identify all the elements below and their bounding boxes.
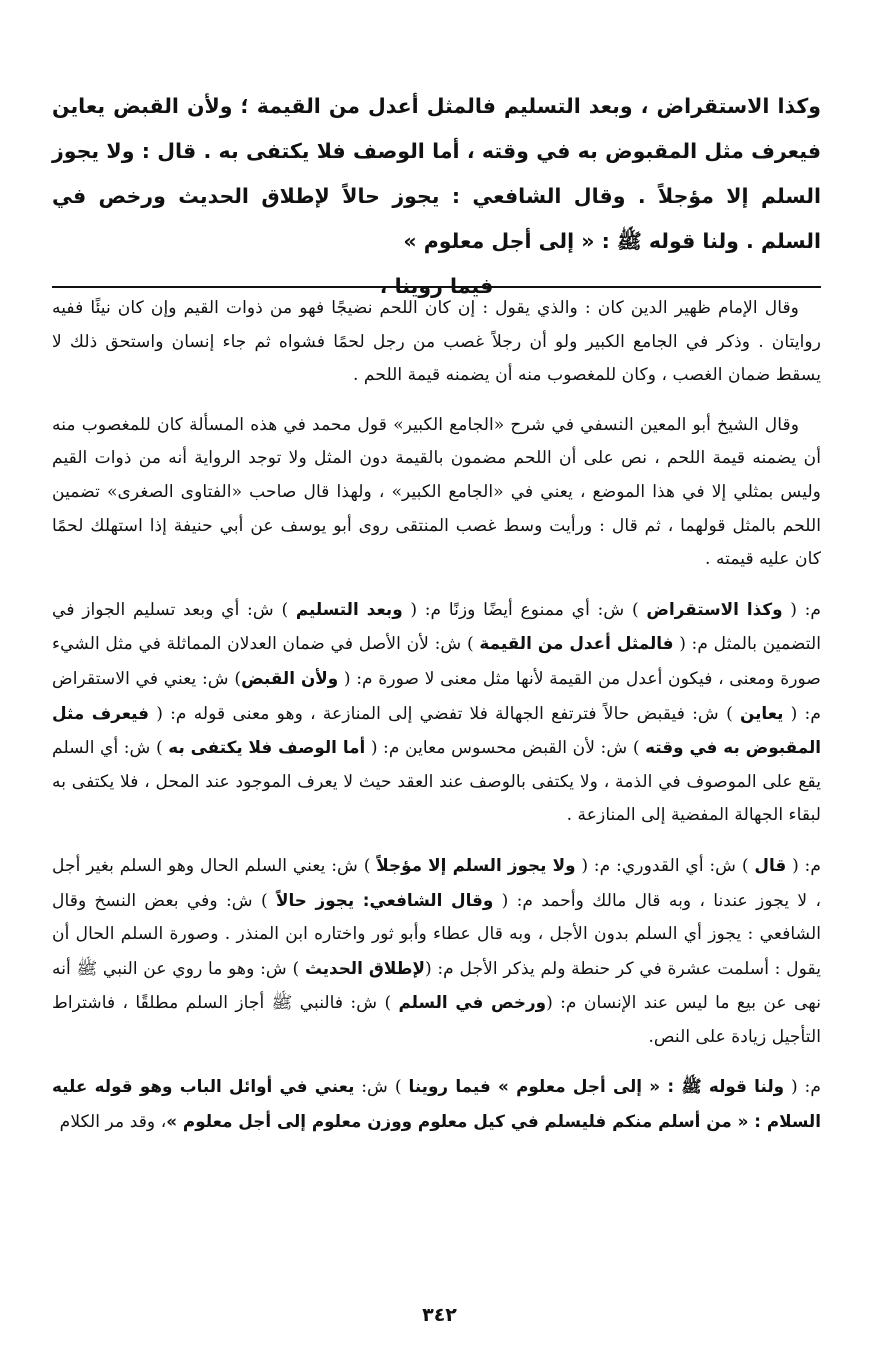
quoted-matn: لإطلاق الحديث [304,957,425,978]
text-segment: ) ش: فيقبض حالاً فترتفع الجهالة فلا تفضي إلى المنازعة ، وهو معنى قوله م: ( [156,703,733,724]
text-segment: م: ( [790,599,822,620]
quoted-matn: ولنا قوله ﷺ : « إلى أجل معلوم » فيما روينا [408,1076,785,1097]
text-segment: ) ش: لأن القبض محسوس معاين م: ( [370,738,640,759]
page-number: ٣٤٢ [422,1304,457,1326]
commentary-paragraph-4 [52,849,821,1055]
text-segment: ) ش: وفي بعض النسخ وقال الشافعي : يجوز أي السلم بدون الأجل ، وبه قال عطاء وأبو ثور واختاره ابن المنذر . وصورة السلم الحال أن يقول : أسلمت عشرة في كر حنطة ولم يذكر الأجل م: ( [52,890,821,979]
text-segment: ) ش: أي وبعد تسليم الجواز في التضمين بالمثل م: ( [52,599,821,655]
text-segment: ) ش: يعني السلم الحال وهو السلم بغير أجل ، لا يجوز عندنا ، وبه قال مالك وأحمد م: ( [52,855,822,911]
quoted-matn: فيعرف مثل المقبوض به في وقته [52,702,822,758]
separator-rule [52,286,821,288]
text-segment: ) ش: وهو ما روي عن النبي ﷺ أنه نهى عن بيع ما ليس عند الإنسان م: ( [52,958,821,1014]
quoted-matn: فالمثل أعدل من القيمة [479,633,674,654]
quoted-matn: ولا يجوز السلم إلا مؤجلاً [376,854,576,875]
text-segment: ) ش: أي السلم يقع على الموصوف في الذمة ، ولا يكتفى بالوصف عند العقد حيث لا يعرف الموجود عند المحل ، فلا يكتفى به لبقاء الجهالة المفضية إلى المنازعة . [52,738,821,826]
quoted-hadith: يعني في أوائل الباب وهو قوله عليه السلام : « من أسلم منكم فليسلم في كيل معلوم ووزن معلوم إلى أجل معلوم » [52,1076,821,1132]
commentary-paragraph-5 [52,1070,821,1139]
quoted-matn: ورخص في السلم [398,992,547,1013]
text-segment: ) ش: أي القدوري: م: ( [581,855,749,876]
quoted-matn: وقال الشافعي: يجوز حالاً [276,889,494,910]
quoted-matn: وكذا الاستقراض [646,598,783,619]
commentary-paragraph-1: وقال الإمام ظهير الدين كان : والذي يقول : إن كان اللحم نضيجًا فهو من ذوات القيم وإن كان نيئًا ففيه روايتان . وذكر في الجامع الكبير ولو أن رجلاً غصب من رجل لحمًا فشواه ثم جاء إنسان واستحق ذلك لا يسقط ضمان الغصب ، وكان للمغصوب منه أن يضمنه قيمة اللحم . [52,298,821,386]
text-segment: ) ش: يعني في الاستقراض م: ( [52,668,821,724]
text-segment: ، وقد مر الكلام [59,1112,167,1133]
quoted-matn: قال [754,854,787,875]
text-segment: ) ش: فالنبي ﷺ أجاز السلم مطلقًا ، فاشتراط التأجيل زيادة على النص. [52,993,821,1047]
main-text-paragraph: وكذا الاستقراض ، وبعد التسليم فالمثل أعدل من القيمة ؛ ولأن القبض يعاين فيعرف مثل المقبوض به في وقته ، أما الوصف فلا يكتفى به . قال : ولا يجوز السلم إلا مؤجلاً . وقال الشافعي : يجوز حالاً لإطلاق الحديث ورخص في السلم . ولنا قوله ﷺ : « إلى أجل معلوم » [52,94,821,253]
main-text-block [52,84,821,309]
quoted-matn: أما الوصف فلا يكتفى به [168,737,366,758]
text-segment: ) ش: أي ممنوع أيضًا وزنًا م: ( [410,599,639,620]
quoted-matn: يعاين [740,702,784,723]
text-segment: م: ( [790,1077,821,1098]
commentary-block [52,292,821,1156]
text-segment: ) ش: [361,1077,402,1098]
main-text-last-line: فيما روينا ، [379,274,494,298]
commentary-paragraph-3 [52,593,821,833]
quoted-matn: وبعد التسليم [295,598,403,619]
quoted-matn: ولأن القبض [241,667,339,688]
commentary-paragraph-2: وقال الشيخ أبو المعين النسفي في شرح «الجامع الكبير» قول محمد في هذه المسألة كان للمغصوب منه أن يضمنه قيمة اللحم ، نص على أن اللحم مضمون بالقيمة دون المثل ولا توجد الرواية أنه من ذوات القيم وليس بمثلي إلا في هذا الموضع ، يعني في «الجامع الكبير» ، ولهذا قال صاحب «الفتاوى الصغرى» تضمين اللحم بالمثل قولهما ، ثم قال : ورأيت وسط غصب المنتقى روى أبو يوسف عن أبي حنيفة إذا استهلك لحمًا كان عليه قيمته . [52,414,821,570]
text-segment: ) ش: لأن الأصل في ضمان العدلان المماثلة في مثل الشيء صورة ومعنى ، فيكون أعدل من القيمة لأنها مثل معنى لا صورة م: ( [52,634,822,689]
text-segment: م: ( [792,855,821,876]
